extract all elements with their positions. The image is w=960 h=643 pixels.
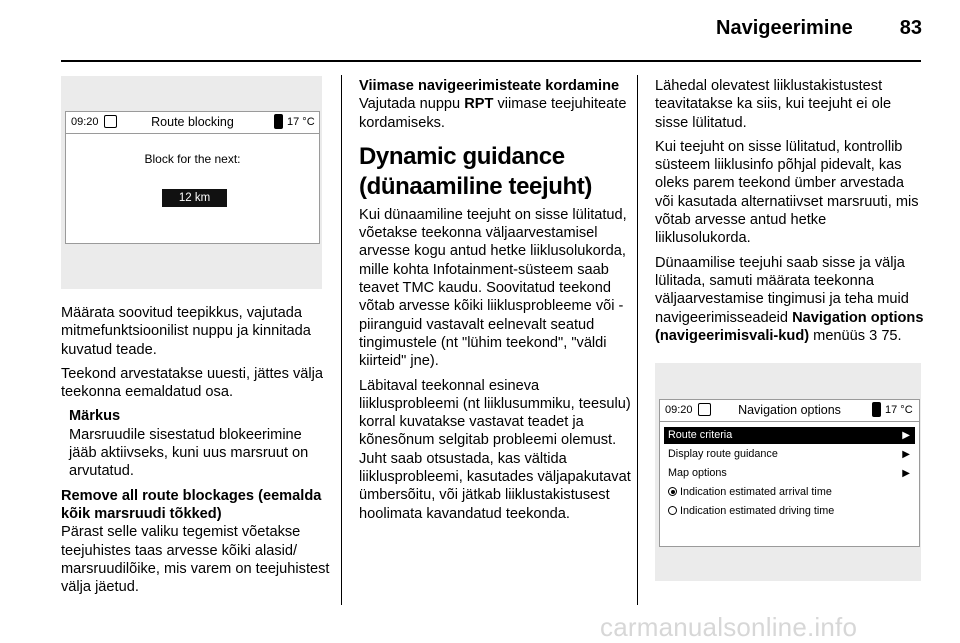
screen-title: Route blocking [151, 115, 234, 129]
paragraph: Pärast selle valiku tegemist võetakse teejuhistes taas arvesse kõiki alasid/ marsruudilõike, mis varem on teejuhistest välja jäetud. [61, 524, 330, 596]
text: menüüs [809, 327, 870, 344]
menu-item-label: Route criteria [668, 429, 733, 441]
text: Dünaamilise teejuhi saab sisse ja välja lülitada, samuti määrata teekonna väljaarvestamise tingimusi ja teha muid navigeerimisseadeid [655, 254, 909, 326]
column-divider-left [341, 75, 342, 605]
block-label: Block for the next: [144, 152, 241, 166]
menu-item-display-route-guidance[interactable] [664, 446, 915, 463]
section-heading: Viimase navigeerimisteate kordamine [359, 78, 620, 94]
chevron-right-icon: ▶ [902, 468, 910, 479]
page-reference: 75. [877, 327, 902, 344]
section-title: Dynamic guidance (dünaamiline teejuht) [359, 142, 592, 200]
right-column [655, 77, 925, 351]
paragraph [655, 254, 925, 345]
page-header-title: Navigeerimine [716, 17, 853, 39]
rpt-button-label: RPT [464, 96, 494, 113]
paragraph: Määrata soovitud teepikkus, vajutada mitmefunktsioonilist nuppu ja kinnitada kuvatud teade. [61, 305, 311, 358]
note-title: Märkus [69, 408, 121, 425]
menu-item-label: Map options [668, 467, 727, 479]
chevron-right-icon: ▶ [902, 430, 910, 441]
distance-value[interactable]: 12 km [162, 189, 227, 207]
header-rule [61, 60, 921, 62]
chevron-right-icon: ▶ [902, 449, 910, 460]
radio-arrival-time[interactable] [664, 484, 915, 501]
menu-reference: Navigation options (navigeerimisvali-kud) [655, 309, 924, 344]
paragraph: Teekond arvestatakse uuesti, jättes välja teekonna eemaldatud osa. [61, 365, 324, 401]
text: Vajutada nuppu [359, 96, 465, 113]
route-blocking-screen [65, 111, 320, 244]
radio-label: Indication estimated arrival time [680, 486, 832, 498]
middle-column [359, 77, 631, 529]
thermometer-icon [872, 402, 881, 417]
paragraph: Kui dünaamiline teejuht on sisse lülitatud, võetakse teekonna väljaarvestamisel arvesse kogu antud hetke liiklusolukorda, mille kohta Infotainment-süsteem saab teavet TMC kaudu. Soovitatud teekond võtab arvesse kõiki liiklusprobleeme või -piiranguid vastavalt eelnevalt seatud tingimustele (nt "lühim teekond", "väldi kiirteid" jne). [359, 206, 627, 370]
status-bar [66, 112, 319, 134]
paragraph: Läbitaval teekonnal esineva liiklusprobleemi (nt liiklusummiku, teesulu) korral kuvatakse vastavat teadet ja kõnesõnum selgitab probleemi olemust. Juht saab otsustada, kas vältida liiklusprobleemi, kasutades väljapakutavat ümbersõitu, või jätkab liiklustakistusest hoolimata kavandatud teekonda. [359, 377, 631, 522]
watermark: carmanualsonline.info [600, 612, 858, 642]
temperature: 17 °C [287, 116, 315, 128]
note-text: Marsruudile sisestatud blokeerimine jääb aktiivseks, kuni uus marsruut on arvutatud. [69, 426, 309, 480]
note [69, 407, 333, 480]
route-blocking-figure [61, 76, 322, 289]
screen-title: Navigation options [738, 403, 841, 417]
radio-driving-time[interactable] [664, 503, 915, 520]
paragraph: Lähedal olevatest liiklustakistustest teavitatakse ka siis, kui teejuht ei ole sisse lülitatud. [655, 78, 892, 131]
column-divider-right [637, 75, 638, 605]
navigation-options-figure [655, 363, 921, 581]
clock-time: 09:20 [665, 404, 693, 416]
text: viimase teejuhiteate kordamiseks. [359, 96, 627, 131]
navigation-options-screen [659, 399, 920, 547]
temperature: 17 °C [885, 404, 913, 416]
page-reference-icon: 3 [869, 327, 878, 344]
page-number: 83 [899, 17, 922, 39]
radio-unselected-icon [668, 506, 677, 515]
radio-selected-icon [668, 487, 677, 496]
status-bar [660, 400, 919, 422]
thermometer-icon [274, 114, 283, 129]
section-heading: Remove all route blockages (eemalda kõik marsruudi tõkked) [61, 487, 322, 522]
menu-item-map-options[interactable] [664, 465, 915, 482]
clock-time: 09:20 [71, 116, 99, 128]
menu-item-label: Display route guidance [668, 448, 778, 460]
paragraph [359, 95, 631, 132]
left-column [61, 304, 333, 602]
menu-item-route-criteria[interactable] [664, 427, 915, 444]
radio-label: Indication estimated driving time [680, 505, 835, 517]
paragraph: Kui teejuht on sisse lülitatud, kontrollib süsteem liiklusinfo põhjal pidevalt, kas oleks parem teekond ümber arvestada või kasutada alternatiivset marsruuti, mis võtab arvesse antud hetke liiklusolukorda. [655, 138, 919, 247]
